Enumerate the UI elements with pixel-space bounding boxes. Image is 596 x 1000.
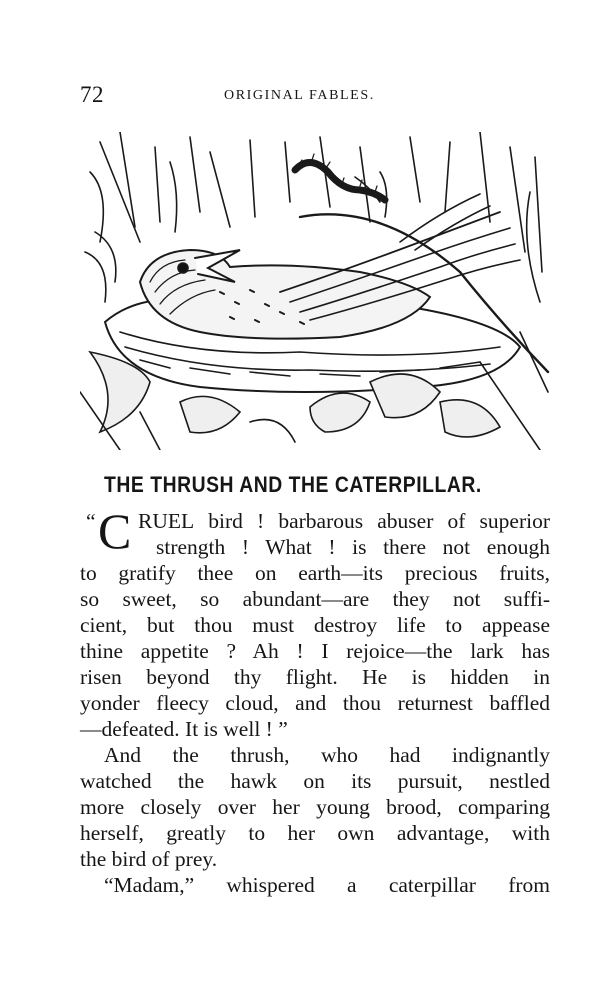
text-line-15: “Madam,” whispered a caterpillar from: [104, 873, 550, 897]
opening-quote: “: [86, 509, 96, 533]
first-word-rest: RUEL: [138, 509, 195, 533]
text-line-8: yonder fleecy cloud, and thou returnest baffled: [80, 691, 550, 715]
thrush-nest-illustration: [80, 132, 550, 450]
fable-title: THE THRUSH AND THE CATERPILLAR.: [104, 472, 482, 497]
text-line-14: the bird of prey.: [80, 847, 218, 871]
text-line-2: strength ! What ! is there not enough: [156, 535, 550, 559]
drop-cap: C: [98, 503, 132, 559]
text-line-3: to gratify thee on earth—its precious fruits,: [80, 561, 550, 585]
first-line-rest: bird ! barbarous abuser of superior: [194, 509, 550, 533]
text-line-7: risen beyond thy flight. He is hidden in: [80, 665, 550, 689]
text-line-10: And the thrush, who had indignantly: [104, 743, 550, 767]
text-line-11: watched the hawk on its pursuit, nestled: [80, 769, 550, 793]
text-line-5: cient, but thou must destroy life to appease: [80, 613, 550, 637]
text-line-9: —defeated. It is well ! ”: [80, 717, 288, 741]
text-line-6: thine appetite ? Ah ! I rejoice—the lark has: [80, 639, 550, 663]
running-head: ORIGINAL FABLES.: [224, 88, 375, 103]
text-line-4: so sweet, so abundant—are they not suffi-: [80, 587, 550, 611]
text-line-13: herself, greatly to her own advantage, with: [80, 821, 550, 845]
first-line-text: [138, 508, 550, 534]
text-line-12: more closely over her young brood, comparing: [80, 795, 550, 819]
page-number: 72: [80, 82, 104, 107]
